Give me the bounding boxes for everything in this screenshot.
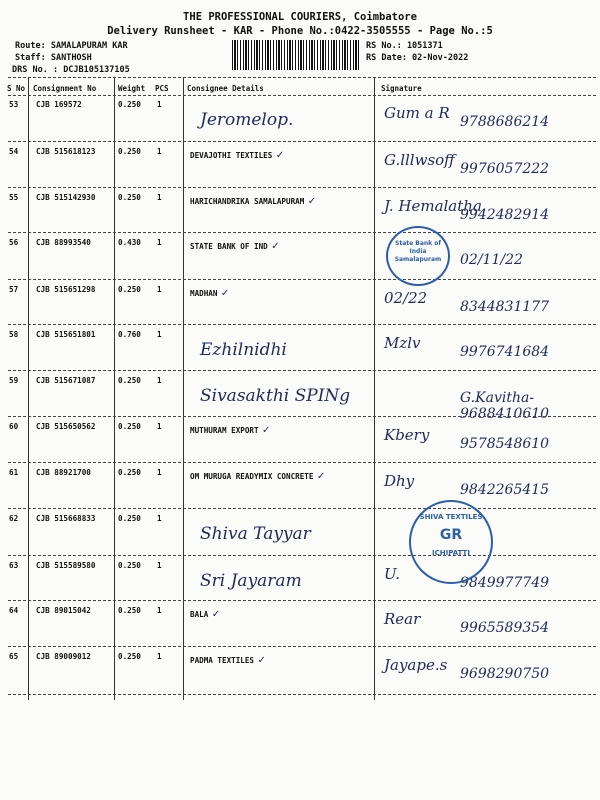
row-divider [8,279,596,280]
row-weight: 0.250 [118,285,141,294]
column-divider [183,78,184,700]
row-consignment-number: CJB 89009012 [36,652,91,661]
row-signature-name: Gum a R [384,104,450,122]
row-serial-number: 60 [9,422,19,431]
row-consignee-handwritten: Sri Jayaram [200,571,302,591]
bank-stamp [386,226,450,286]
document-subtitle: Delivery Runsheet - KAR - Phone No.:0422-3505555 - Page No.:5 [107,25,493,37]
row-signature-phone: 9976057222 [460,161,550,177]
row-signature-name: G.lllwsoff [384,151,455,169]
row-consignment-number: CJB 515668833 [36,514,96,523]
row-signature-phone: 8344831177 [460,299,550,315]
barcode-icon [232,40,360,70]
row-consignee-handwritten: Sivasakthi SPINg [200,386,351,406]
check-mark-icon: ✓ [254,655,266,666]
row-pieces: 1 [157,468,162,477]
row-divider [8,416,596,417]
col-header-weight: Weight [118,84,146,93]
row-consignment-number: CJB 515651801 [36,330,96,339]
row-divider [8,694,596,695]
row-divider [8,141,596,142]
row-divider [8,232,596,233]
row-consignment-number: CJB 88993540 [36,238,91,247]
col-header-consignee: Consignee Details [187,84,264,93]
staff-value: SANTHOSH [50,53,92,63]
row-consignee-handwritten: Jeromelop. [200,110,294,130]
row-signature-phone: 9698290750 [460,666,550,682]
row-serial-number: 58 [9,330,19,339]
row-weight: 0.250 [118,147,141,156]
row-consignment-number: CJB 88921700 [36,468,91,477]
row-divider [8,555,596,556]
row-serial-number: 61 [9,468,19,477]
row-consignee: HARICHANDRIKA SAMALAPURAM ✓ [190,196,317,207]
row-weight: 0.250 [118,468,141,477]
row-consignee: MUTHURAM EXPORT ✓ [190,425,271,436]
row-weight: 0.250 [118,193,141,202]
row-serial-number: 65 [9,652,19,661]
check-mark-icon: ✓ [272,150,285,161]
row-consignment-number: CJB 169572 [36,100,82,109]
row-signature-phone: 9976741684 [460,344,550,360]
staff-line: Staff: SANTHOSH [15,53,92,63]
shiva-stamp [409,500,493,584]
shiva-stamp-top: SHIVA TEXTILES [419,513,483,521]
row-consignment-number: CJB 515651298 [36,285,96,294]
row-weight: 0.250 [118,376,141,385]
row-pieces: 1 [157,147,162,156]
header-bottom-rule [8,95,596,96]
row-pieces: 1 [157,100,162,109]
row-consignee: STATE BANK OF IND ✓ [190,241,280,252]
rs-date: RS Date: 02-Nov-2022 [366,53,469,63]
row-pieces: 1 [157,606,162,615]
check-mark-icon: ✓ [313,471,326,482]
row-divider [8,370,596,371]
row-signature-name: U. [384,565,401,583]
column-divider [28,78,29,700]
row-signature-phone: G.Kavitha-9688410610 [460,390,550,422]
route-label: Route [15,41,41,51]
bank-stamp-branch: Samalapuram [394,256,442,263]
row-consignment-number: CJB 515589580 [36,561,96,570]
row-signature-name: Mzlv [384,334,421,352]
row-signature-phone: 9849977749 [460,575,550,591]
row-serial-number: 63 [9,561,19,570]
row-signature-name: Kbery [384,426,430,444]
row-pieces: 1 [157,514,162,523]
row-divider [8,462,596,463]
check-mark-icon: ✓ [267,241,280,252]
row-consignment-number: CJB 515618123 [36,147,96,156]
row-serial-number: 53 [9,100,19,109]
row-consignee-handwritten: Shiva Tayyar [200,524,311,544]
row-signature-name: Rear [384,610,421,628]
row-serial-number: 56 [9,238,19,247]
route-value: SAMALAPURAM KAR [50,41,128,51]
check-mark-icon: ✓ [258,425,271,436]
col-header-signature: Signature [381,84,422,93]
row-serial-number: 57 [9,285,19,294]
row-pieces: 1 [157,561,162,570]
row-consignee: OM MURUGA READYMIX CONCRETE ✓ [190,471,326,482]
row-consignment-number: CJB 515671087 [36,376,96,385]
row-serial-number: 55 [9,193,19,202]
row-consignment-number: CJB 515650562 [36,422,96,431]
row-signature-phone: 9965589354 [460,620,550,636]
row-weight: 0.430 [118,238,141,247]
route-line: Route: SAMALAPURAM KAR [15,41,128,51]
col-header-sno: S No [7,84,26,93]
row-weight: 0.250 [118,514,141,523]
row-signature-phone: 9788686214 [460,114,550,130]
row-pieces: 1 [157,652,162,661]
row-consignee-handwritten: Ezhilnidhi [200,340,287,360]
row-consignee: BALA ✓ [190,609,221,620]
row-consignee: PADMA TEXTILES ✓ [190,655,266,666]
row-weight: 0.250 [118,606,141,615]
row-pieces: 1 [157,422,162,431]
drs-label: DRS No. : [12,65,59,75]
col-header-consignment: Consignment No [33,84,97,93]
row-signature-name: J. Hemalatha. [384,197,487,215]
row-weight: 0.250 [118,422,141,431]
row-pieces: 1 [157,285,162,294]
row-signature-name: Jayape.s [384,656,448,674]
row-divider [8,646,596,647]
staff-label: Staff [15,53,41,63]
row-consignee: MADHAN ✓ [190,288,230,299]
shiva-stamp-mark: GR [439,527,463,543]
rs-number: RS No.: 1051371 [366,41,443,51]
row-weight: 0.760 [118,330,141,339]
row-pieces: 1 [157,330,162,339]
row-divider [8,187,596,188]
drs-value: DCJB105137105 [63,65,130,75]
row-consignment-number: CJB 515142930 [36,193,96,202]
document-title: THE PROFESSIONAL COURIERS, Coimbatore [183,11,417,23]
row-signature-name: Dhy [384,472,415,490]
row-pieces: 1 [157,376,162,385]
row-signature-phone: 9942482914 [460,207,550,223]
row-signature-phone: 02/11/22 [460,252,523,268]
row-consignee: DEVAJOTHI TEXTILES ✓ [190,150,285,161]
row-weight: 0.250 [118,100,141,109]
row-signature-phone: 9578548610 [460,436,550,452]
row-serial-number: 59 [9,376,19,385]
check-mark-icon: ✓ [304,196,317,207]
table-top-rule [8,77,596,78]
col-header-pcs: PCS [155,84,169,93]
row-weight: 0.250 [118,652,141,661]
row-pieces: 1 [157,238,162,247]
row-signature-phone: 9842265415 [460,482,550,498]
row-weight: 0.250 [118,561,141,570]
row-divider [8,324,596,325]
row-consignment-number: CJB 89015042 [36,606,91,615]
row-serial-number: 54 [9,147,19,156]
shiva-stamp-bottom: ICHIPATTI [432,549,470,557]
column-divider [114,78,115,700]
row-divider [8,508,596,509]
row-divider [8,600,596,601]
bank-stamp-name: State Bank of India [395,240,441,255]
column-divider [374,78,375,700]
check-mark-icon: ✓ [217,288,230,299]
row-signature-name: 02/22 [384,289,428,307]
row-pieces: 1 [157,193,162,202]
check-mark-icon: ✓ [208,609,221,620]
drs-line [12,65,130,75]
row-serial-number: 62 [9,514,19,523]
row-serial-number: 64 [9,606,19,615]
